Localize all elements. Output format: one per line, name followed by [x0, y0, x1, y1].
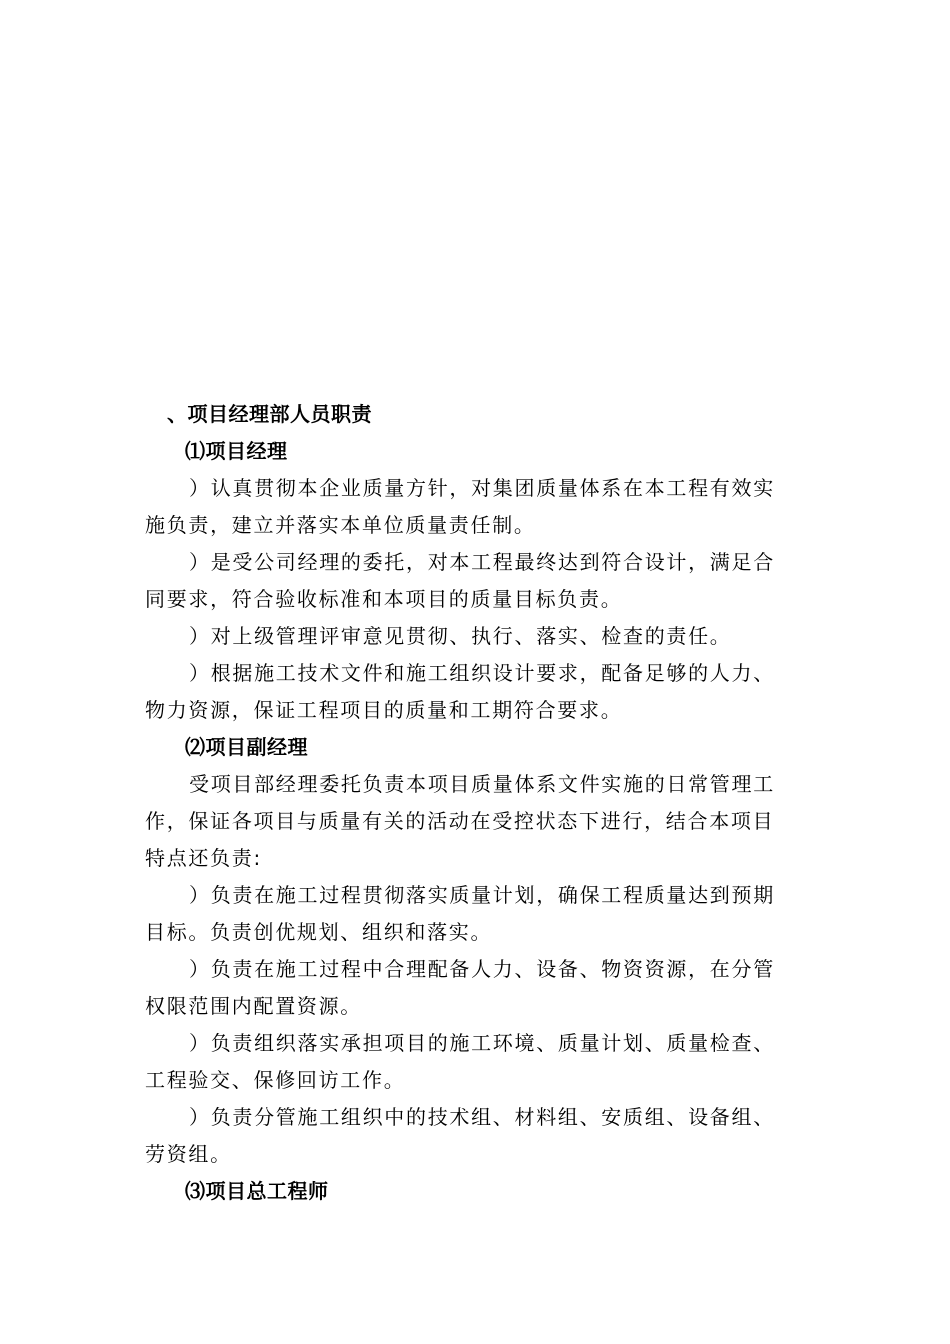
subsection-title-chief-engineer: ⑶项目总工程师 — [185, 1179, 329, 1203]
paragraph-line: 工程验交、保修回访工作。 — [145, 1068, 406, 1092]
paragraph-line: ）认真贯彻本企业质量方针，对集团质量体系在本工程有效实 — [189, 476, 775, 500]
paragraph-line: 作，保证各项目与质量有关的活动在受控状态下进行，结合本项目 — [145, 809, 775, 833]
paragraph-line: 目标。负责创优规划、组织和落实。 — [145, 920, 493, 944]
paragraph-line: ）对上级管理评审意见贯彻、执行、落实、检查的责任。 — [189, 624, 732, 648]
paragraph-line: ）根据施工技术文件和施工组织设计要求，配备足够的人力、 — [189, 661, 775, 685]
paragraph-line: 受项目部经理委托负责本项目质量体系文件实施的日常管理工 — [189, 772, 775, 796]
paragraph-line: 劳资组。 — [145, 1142, 232, 1166]
section-heading: 、项目经理部人员职责 — [167, 402, 372, 426]
paragraph-line: 权限范围内配置资源。 — [145, 994, 362, 1018]
subsection-title-deputy-manager: ⑵项目副经理 — [185, 735, 308, 759]
paragraph-line: 物力资源，保证工程项目的质量和工期符合要求。 — [145, 698, 623, 722]
paragraph-line: ）负责分管施工组织中的技术组、材料组、安质组、设备组、 — [189, 1105, 775, 1129]
paragraph — [145, 877, 807, 951]
paragraph-line: ）负责组织落实承担项目的施工环境、质量计划、质量检查、 — [189, 1031, 775, 1055]
paragraph — [145, 470, 807, 544]
paragraph-line: ）是受公司经理的委托，对本工程最终达到符合设计，满足合 — [189, 550, 775, 574]
paragraph-line: ）负责在施工过程中合理配备人力、设备、物资资源，在分管 — [189, 957, 775, 981]
paragraph — [145, 618, 807, 655]
paragraph — [145, 544, 807, 618]
paragraph-line: 特点还负责: — [145, 846, 262, 870]
paragraph-line: 施负责，建立并落实本单位质量责任制。 — [145, 513, 536, 537]
document-body — [145, 396, 807, 1210]
paragraph — [145, 1099, 807, 1173]
paragraph — [145, 951, 807, 1025]
paragraph-line: ）负责在施工过程贯彻落实质量计划，确保工程质量达到预期 — [189, 883, 775, 907]
paragraph — [145, 766, 807, 877]
paragraph — [145, 655, 807, 729]
paragraph-line: 同要求，符合验收标准和本项目的质量目标负责。 — [145, 587, 623, 611]
paragraph — [145, 1025, 807, 1099]
subsection-title-project-manager: ⑴项目经理 — [185, 439, 288, 463]
